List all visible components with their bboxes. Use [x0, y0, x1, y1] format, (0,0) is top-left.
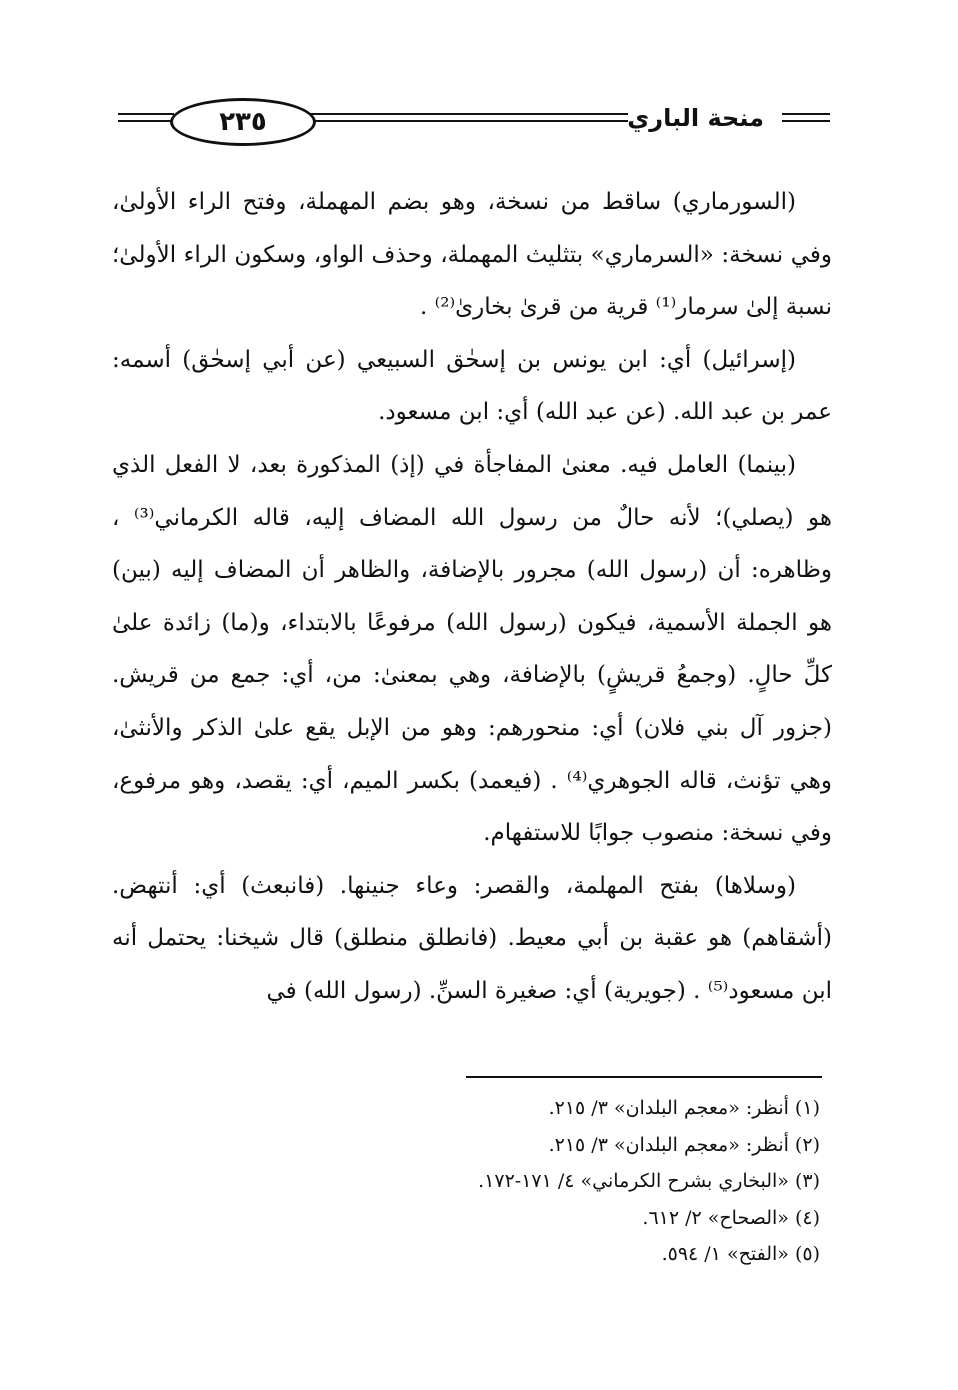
- header-rule: [782, 113, 830, 115]
- header-rule: [118, 120, 174, 122]
- paragraph: (وسلاها) بفتح المهلمة، والقصر: وعاء جنينها. (فانبعث) أي: أنتهض. (أشقاهم) هو عقبة بن أبي معيط. (فانطلق منطلق) قال شيخنا: يحتمل أنه ابن مسعود⁽⁵⁾ . (جويرية) أي: صغيرة السنِّ. (رسول الله) في: [112, 872, 832, 1004]
- footnotes: [300, 1090, 820, 1273]
- header-rule: [306, 120, 628, 122]
- header-rule: [782, 120, 830, 122]
- page-number: ٢٣٥: [170, 98, 316, 146]
- footnote-separator: [466, 1076, 822, 1078]
- footnote: (٤) «الصحاح» ٢/ ٦١٢.: [642, 1206, 820, 1229]
- paragraph: (بينما) العامل فيه. معنىٰ المفاجأة في (إذ) المذكورة بعد، لا الفعل الذي هو (يصلي)؛ لأنه حالٌ من رسول الله المضاف إليه، قاله الكرماني⁽³⁾ ، وظاهره: أن (رسول الله) مجرور بالإضافة، والظاهر أن المضاف إليه (بين) هو الجملة الأسمية، فيكون (رسول الله) مرفوعًا بالابتداء، و(ما) زائدة علىٰ كلِّ حالٍ. (وجمعُ قريشٍ) بالإضافة، وهي بمعنىٰ: من، أي: جمع من قريش. (جزور آل بني فلان) أي: منحورهم: وهو من الإبل يقع علىٰ الذكر والأنثىٰ، وهي تؤنث، قاله الجوهري⁽⁴⁾ . (فيعمد) بكسر الميم، أي: يقصد، وهو مرفوع، وفي نسخة: منصوب جوابًا للاستفهام.: [112, 451, 833, 847]
- page-header: [118, 90, 830, 150]
- header-rule: [306, 113, 628, 115]
- footnote: (٣) «البخاري بشرح الكرماني» ٤/ ١٧١-١٧٢.: [478, 1170, 820, 1192]
- paragraph: (إسرائيل) أي: ابن يونس بن إسحٰق السبيعي (عن أبي إسحٰق) أسمه: عمر بن عبد الله. (عن عبد الله) أي: ابن مسعود.: [112, 346, 832, 426]
- running-title: منحة الباري: [627, 104, 764, 132]
- paragraph: (السورماري) ساقط من نسخة، وهو بضم المهملة، وفتح الراء الأولىٰ، وفي نسخة: «السرماري» بتثليث المهملة، وحذف الواو، وسكون الراء الأولىٰ؛ نسبة إلىٰ سرمار⁽¹⁾ قرية من قرىٰ بخارىٰ⁽²⁾ .: [112, 189, 832, 321]
- main-text: [112, 176, 832, 1018]
- footnote: (٢) أنظر: «معجم البلدان» ٣/ ٢١٥.: [548, 1133, 820, 1156]
- footnote: (٥) «الفتح» ١/ ٥٩٤.: [661, 1243, 820, 1265]
- header-rule: [118, 113, 174, 115]
- footnote: (١) أنظر: «معجم البلدان» ٣/ ٢١٥.: [548, 1097, 820, 1119]
